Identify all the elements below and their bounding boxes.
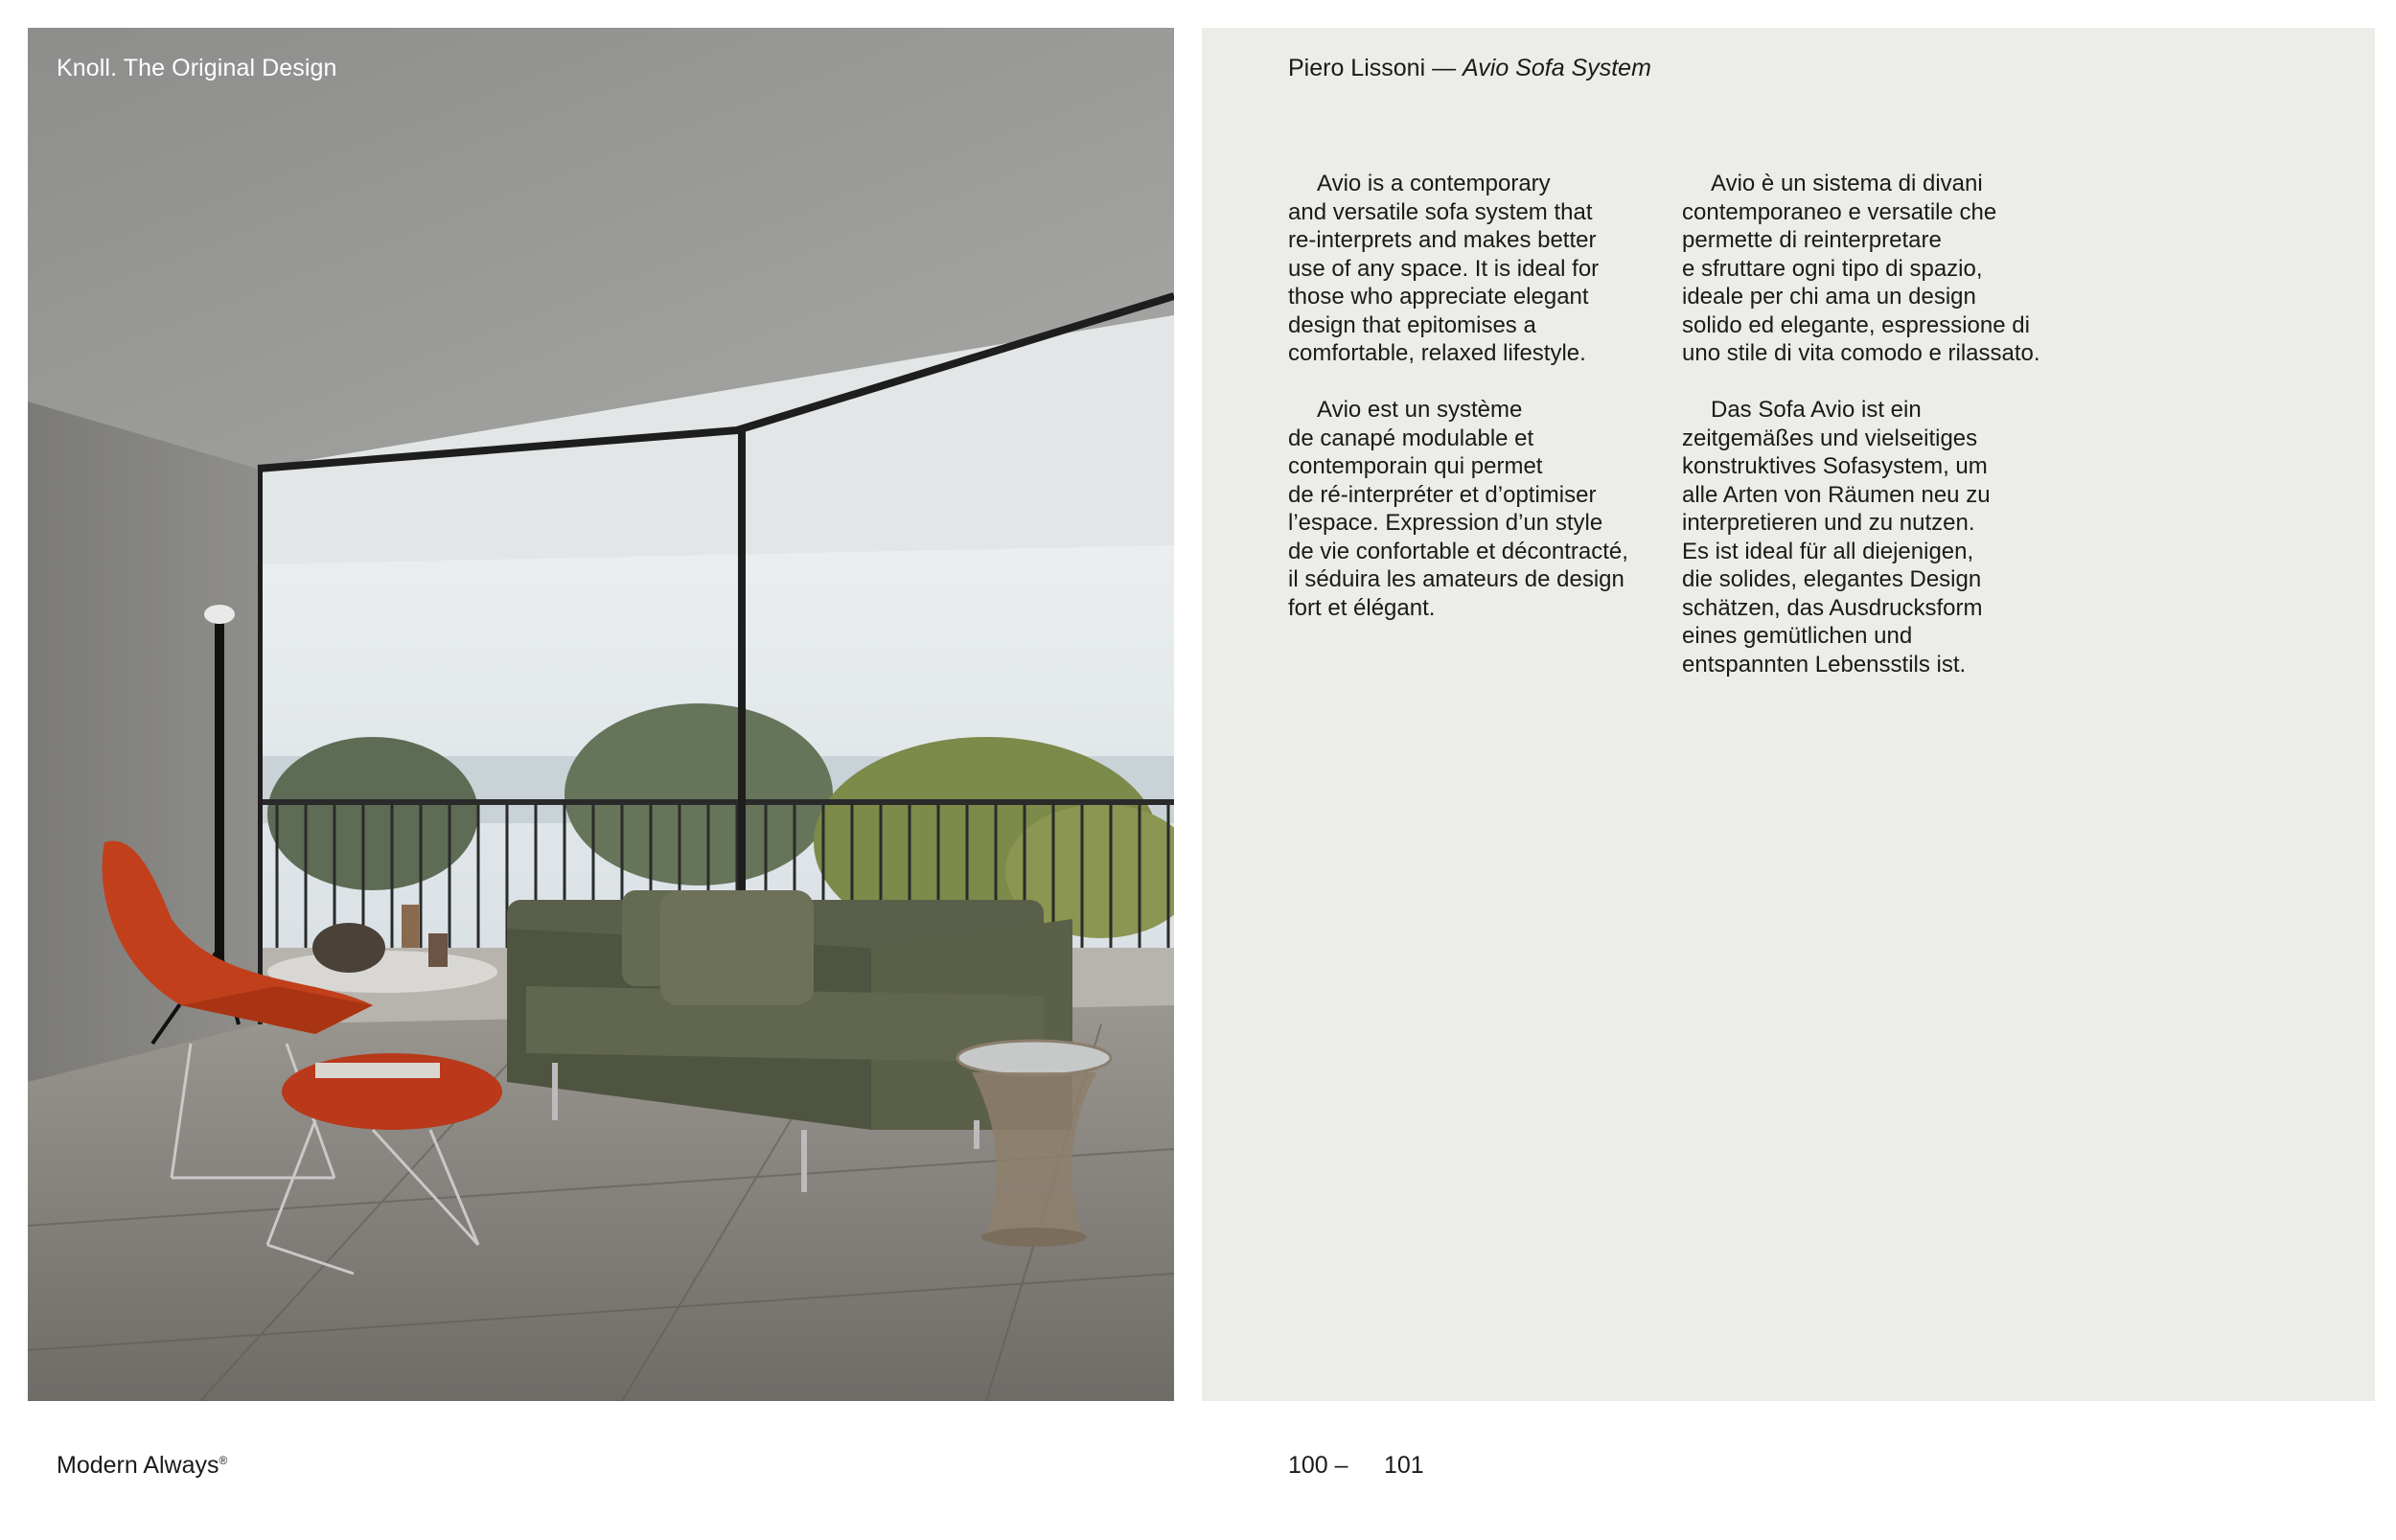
text-line: Avio is a contemporary [1317,171,1551,196]
text-line: those who appreciate elegant [1288,284,1589,310]
paragraph-italian [1682,170,2065,368]
page-number-right: 101 [1384,1452,1424,1479]
text-line: zeitgemäßes und vielseitiges [1682,425,1978,451]
text-line: contemporaneo e versatile che [1682,198,1997,225]
registered-mark: ® [219,1454,228,1467]
text-line: Es ist ideal für all diejenigen, [1682,538,1974,564]
text-column-right [1682,170,2065,707]
text-line: il séduira les amateurs de design [1288,566,1624,592]
text-line: re-interprets and makes better [1288,227,1597,253]
paragraph-french [1288,396,1671,622]
text-line: entspannten Lebensstils ist. [1682,651,1967,678]
text-line: solido ed elegante, espressione di [1682,311,2030,338]
text-line: konstruktives Sofasystem, um [1682,453,1988,479]
text-line: schätzen, das Ausdrucksform [1682,594,1983,621]
header-dash: — [1432,55,1457,81]
text-line: de canapé modulable et [1288,425,1534,451]
text-line: Avio est un système [1317,397,1523,423]
brand-label: Knoll. The Original Design [57,55,337,81]
page-number-left: 100 – [1288,1452,1348,1479]
paragraph-german [1682,396,2065,678]
interior-photo [28,28,1174,1401]
text-line: de vie confortable et décontracté, [1288,538,1628,564]
publication-name: Modern Always [57,1452,219,1479]
text-line: die solides, elegantes Design [1682,566,1982,592]
text-line: l’espace. Expression d’un style [1288,510,1603,536]
text-line: comfortable, relaxed lifestyle. [1288,340,1586,366]
text-line: e sfruttare ogni tipo di spazio, [1682,255,1983,282]
product-header [1288,55,1651,82]
text-line: Avio è un sistema di divani [1711,171,1983,196]
text-line: fort et élégant. [1288,594,1436,621]
text-line: uno stile di vita comodo e rilassato. [1682,340,2040,366]
interior-scene-illustration [28,28,1174,1401]
text-line: Das Sofa Avio ist ein [1711,397,1922,423]
text-line: interpretieren und zu nutzen. [1682,510,1975,536]
text-line: eines gemütlichen und [1682,623,1913,649]
text-line: de ré-interpréter et d’optimiser [1288,481,1597,508]
text-line: alle Arten von Räumen neu zu [1682,481,1991,508]
text-column-left [1288,170,1671,651]
text-line: and versatile sofa system that [1288,198,1593,225]
text-line: use of any space. It is ideal for [1288,255,1600,282]
publication-footer [57,1452,227,1480]
text-line: permette di reinterpretare [1682,227,1942,253]
text-panel [1202,28,2375,1401]
product-title: Avio Sofa System [1463,55,1651,81]
text-line: design that epitomises a [1288,311,1536,338]
paragraph-english [1288,170,1671,368]
text-line: contemporain qui permet [1288,453,1543,479]
text-line: ideale per chi ama un design [1682,284,1976,310]
designer-name: Piero Lissoni [1288,55,1426,81]
